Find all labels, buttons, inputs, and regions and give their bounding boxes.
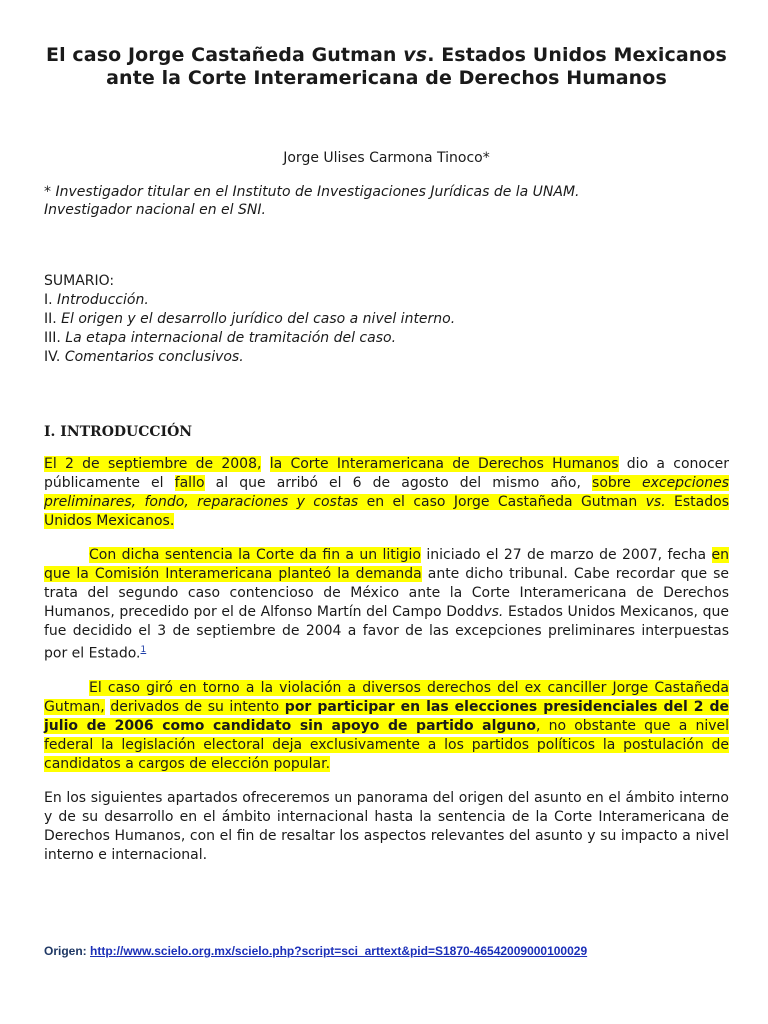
paragraph-1: [44, 455, 729, 531]
highlighted-text: , no obstante que a nivel federal la legislación electoral deja exclusivamente a los partidos políticos la postulación de candidatos a cargos de elección popular.: [44, 717, 729, 772]
section-heading: I. INTRODUCCIÓN: [44, 424, 193, 440]
origin-label: Origen:: [44, 944, 91, 958]
summary: [44, 272, 729, 367]
summary-item-num: II.: [44, 311, 62, 327]
summary-item-text: El origen y el desarrollo jurídico del caso a nivel interno.: [61, 311, 456, 327]
highlighted-text: derivados de su intento: [110, 698, 285, 715]
summary-item-text: Introducción.: [57, 292, 149, 308]
summary-item-text: La etapa internacional de tramitación del caso.: [65, 330, 397, 346]
text-span: ante dicho tribunal. Cabe recordar que se trata del segundo caso contencioso de México ante la Corte Interamericana de Derechos Humanos, precedido por el de Alfonso Martín del Campo Dodd: [44, 566, 729, 620]
highlighted-text: El caso giró en torno a la violación a diversos derechos del ex canciller Jorge Castañeda Gutman,: [44, 679, 729, 715]
text-span: iniciado el 27 de marzo de 2007, fecha: [420, 547, 712, 563]
author-note-line-1: [44, 183, 729, 201]
origin-line: [44, 944, 587, 958]
text-span: Estados Unidos Mexicanos, que fue decidido el 3 de septiembre de 2004 a favor de las excepciones preliminares interpuestas por el Estado.: [44, 604, 729, 662]
footnote-link[interactable]: 1: [140, 645, 147, 655]
document-page: [44, 44, 729, 865]
summary-item-num: I.: [44, 292, 58, 308]
highlighted-text: fallo: [174, 475, 205, 491]
summary-item-num: IV.: [44, 349, 65, 365]
summary-item-num: III.: [44, 330, 66, 346]
title-vs: vs: [403, 44, 428, 66]
highlighted-text: vs.: [645, 494, 666, 510]
author-note-line-2: Investigador nacional en el SNI.: [44, 202, 266, 218]
summary-item-text: Comentarios conclusivos.: [64, 349, 244, 365]
author-name: Jorge Ulises Carmona Tinoco*: [283, 150, 490, 166]
highlighted-text: en que la Comisión Interamericana planteó la demanda: [44, 547, 729, 582]
paragraph-4: En los siguientes apartados ofreceremos un panorama del origen del asunto en el ámbito interno y de su desarrollo en el ámbito internacional hasta la sentencia de la Corte Interamericana de Derechos Humanos, con el fin de resaltar los aspectos relevantes del asunto y su impacto a nivel interno e internacional.: [44, 789, 729, 863]
document-title: [44, 44, 729, 90]
highlighted-text: Con dicha sentencia la Corte da fin a un litigio: [89, 547, 421, 563]
paragraph-3: [44, 679, 729, 774]
author-note-text-1: Investigador titular en el Instituto de Investigaciones Jurídicas de la UNAM.: [55, 184, 580, 200]
highlighted-text: Estados Unidos Mexicanos.: [44, 494, 729, 529]
summary-item: [44, 291, 729, 310]
summary-item: [44, 348, 729, 367]
highlighted-text: en el caso Jorge Castañeda Gutman: [358, 494, 646, 510]
highlighted-text: por participar en las elecciones presidenciales del 2 de julio de 2006 como candidato sin apoyo de partido alguno: [44, 698, 729, 734]
summary-heading: SUMARIO:: [44, 273, 115, 289]
text-span: dio a conocer públicamente el: [44, 456, 730, 491]
highlighted-text: sobre: [592, 475, 642, 491]
author-note-star: *: [44, 184, 56, 200]
text-span: [261, 456, 269, 472]
title-text-2: . Estados Unidos Mexicanos ante la Corte Interamericana de Derechos Humanos: [106, 44, 727, 89]
paragraph-2: [44, 546, 729, 664]
text-span: al que arribó el 6 de agosto del mismo año,: [204, 475, 593, 491]
summary-item: [44, 329, 729, 348]
title-text-1: El caso Jorge Castañeda Gutman: [46, 44, 404, 66]
summary-item: [44, 310, 729, 329]
highlighted-text: la Corte Interamericana de Derechos Humanos: [269, 456, 619, 472]
author-note: [44, 183, 729, 219]
highlighted-text: El 2 de septiembre de 2008,: [44, 456, 262, 472]
text-span: vs.: [483, 604, 504, 620]
highlighted-text: excepciones preliminares, fondo, reparaciones y costas: [44, 475, 729, 510]
origin-link[interactable]: http://www.scielo.org.mx/scielo.php?script=sci_arttext&pid=S1870-46542009000100029: [90, 944, 588, 958]
